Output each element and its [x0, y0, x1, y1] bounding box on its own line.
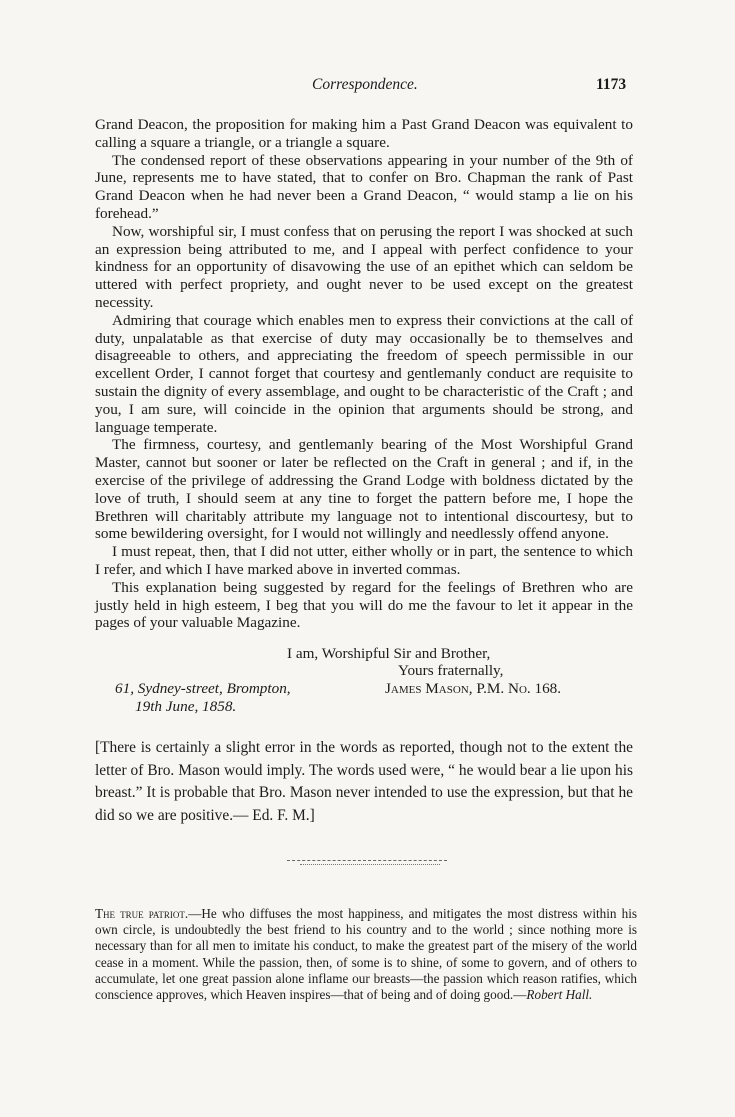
footnote-lead: The true patriot.: [95, 906, 189, 921]
editor-note: [95, 737, 633, 827]
letter-paragraph: The firmness, courtesy, and gentlemanly bearing of the Most Worshipful Grand Master, cannot but sooner or later be reflected on the Craft in general ; and if, in the exercise of the privilege of addressing the Grand Lodge with boldness dictated by the love of truth, I should seem at any tine to forget the pattern before me, I hope the Brethren will charitably attribute my language not to intentional discourtesy, but to some bewildering oversight, for I would not willingly and needlessly offend anyone.: [95, 436, 633, 543]
footnote-body: —He who diffuses the most happiness, and mitigates the most distress within his own circle, is undoubtedly the best friend to his country and to the world ; since nothing more is necessary than for all men to imitate his conduct, to make the greatest part of the misery of the world cease in a moment. While the passion, then, of some is to shine, of some to govern, and of others to accumulate, let one great passion alone inflame our breasts—the passion which reason ratifies, which conscience approves, which Heaven inspires—that of being and of doing good.—: [95, 906, 637, 1003]
letter-paragraph: This explanation being suggested by regard for the feelings of Brethren who are justly held in high esteem, I beg that you will do me the favour to let it appear in the pages of your valuable Magazine.: [95, 578, 633, 632]
footnote: [95, 906, 637, 1003]
section-divider: [287, 860, 447, 863]
letter-valediction: Yours fraternally,: [398, 662, 504, 679]
letter-salutation: I am, Worshipful Sir and Brother,: [287, 645, 491, 662]
letter-paragraph: The condensed report of these observations appearing in your number of the 9th of June, represents me to have stated, that to confer on Bro. Chapman the rank of Past Grand Deacon when he had never been a Grand Deacon, “ would stamp a lie on his forehead.”: [95, 151, 633, 222]
running-title: Correspondence.: [312, 76, 418, 93]
editor-note-text: [There is certainly a slight error in the words as reported, though not to the extent the letter of Bro. Mason would imply. The words used were, “ he would bear a lie upon his breast.” It is probable that Bro. Mason never intended to use the expression, but that he did so we are positive.— Ed. F. M.]: [95, 739, 633, 824]
letter-body: [95, 116, 633, 632]
section-divider-line: [300, 864, 440, 866]
letter-paragraph: Grand Deacon, the proposition for making him a Past Grand Deacon was equivalent to calling a square a triangle, or a triangle a square.: [95, 116, 633, 151]
footnote-author: Robert Hall.: [526, 987, 593, 1003]
letter-date: 19th June, 1858.: [135, 698, 237, 715]
letter-paragraph: I must repeat, then, that I did not utter, either wholly or in part, the sentence to which I refer, and which I have marked above in inverted commas.: [95, 543, 633, 578]
sender-signature: James Mason, P.M. No. 168.: [385, 680, 562, 697]
sender-address: 61, Sydney-street, Brompton,: [115, 680, 291, 697]
page-number: 1173: [596, 76, 627, 93]
letter-paragraph: Now, worshipful sir, I must confess that on perusing the report I was shocked at such an expression being attributed to me, and I appeal with perfect confidence to your kindness for an opportunity of disavowing the use of an epithet which can seldom be uttered with perfect propriety, and ought never to be used except on the greatest necessity.: [95, 222, 633, 311]
letter-paragraph: Admiring that courage which enables men to express their convictions at the call of duty, unpalatable as that exercise of duty may occasionally be to themselves and disagreeable to others, and appreciating the freedom of speech permissible in our excellent Order, I cannot forget that courtesy and gentlemanly conduct are requisite to sustain the dignity of every assemblage, and ought to be characteristic of the Craft ; and you, I am sure, will coincide in the opinion that arguments should be strong, and language temperate.: [95, 311, 633, 436]
page-header: [0, 76, 735, 98]
footnote-text: [95, 906, 637, 1003]
